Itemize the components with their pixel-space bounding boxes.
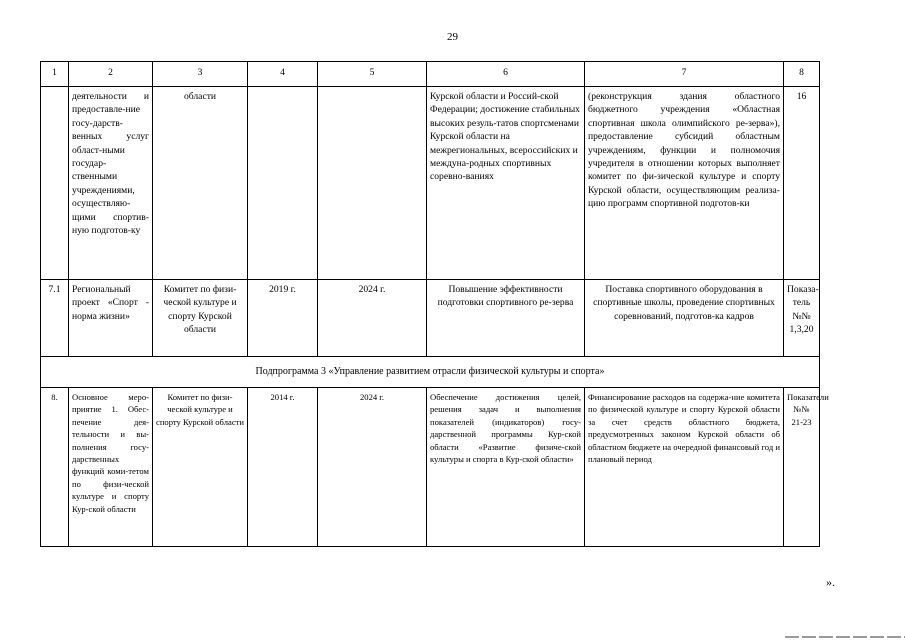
subprogram-title: Подпрограмма 3 «Управление развитием отрасли физической культуры и спорта» — [41, 357, 820, 388]
main-directions: Поставка спортивного оборудования в спортивные школы, проведение спортивных соревнований, подготов-ка кадров — [585, 280, 784, 357]
closing-quote-mark: ». — [826, 575, 835, 589]
page-number: 29 — [447, 31, 458, 43]
expected-result: Курской области и Россий-ской Федерации; достижение стабильных высоких резуль-татов спортсменами Курской области на межрегиональных, всероссийских и междуна-родных спортивных соревно-ваниях — [427, 87, 585, 280]
end-year — [318, 87, 427, 280]
header-row — [41, 62, 820, 87]
main-directions: (реконструкция здания областного бюджетного учреждения «Областная спортивная школа олимпийского ре-зерва»), предоставление субсидий областным учреждениям, функции и полномочия учредителя в отношении которых выполняет комитет по фи-зической культуре и спорту Курской области, осуществляющим реализа-цию программ спортивной подготов-ки — [585, 87, 784, 280]
indicators: 16 — [784, 87, 820, 280]
scan-artifact-line — [785, 636, 905, 638]
table-row — [41, 388, 820, 547]
end-year: 2024 г. — [318, 388, 427, 547]
start-year — [248, 87, 318, 280]
activity-name: Региональный проект «Спорт - норма жизни» — [69, 280, 153, 357]
row-number: 8. — [41, 388, 69, 547]
row-number — [41, 87, 69, 280]
expected-result: Обеспечение достижения целей, решения задач и выполнения показателей (индикаторов) госу-дарственной программы Кур-ской области «Развитие физиче-ской культуры и спорта в Кур-ской области» — [427, 388, 585, 547]
indicators: Показа-тель №№ 1,3,20 — [784, 280, 820, 357]
header-cell: 7 — [585, 62, 784, 87]
main-directions: Финансирование расходов на содержа-ние комитета по физической культуре и спорту Курской области за счет средств областного бюджета, предусмотренных законом Курской области об областном бюджете на очередной финансовый год и плановый период — [585, 388, 784, 547]
header-cell: 1 — [41, 62, 69, 87]
row-number: 7.1 — [41, 280, 69, 357]
executor: Комитет по физи-ческой культуре и спорту Курской области — [153, 280, 248, 357]
activity-name: Основное меро-приятие 1. Обес-печение дея-тельности и вы-полнения госу-дарственных функций коми-тетом по физи-ческой культуре и спорту Кур-ской области — [69, 388, 153, 547]
activity-name: деятельности и предоставле-ние госу-дарств-венных услуг област-ными государ-ственными учреждениями, осуществляю-щими спортив-ную подготов-ку — [69, 87, 153, 280]
start-year: 2014 г. — [248, 388, 318, 547]
table-row — [41, 280, 820, 357]
indicators: Показатели №№ 21-23 — [784, 388, 820, 547]
end-year: 2024 г. — [318, 280, 427, 357]
executor: области — [153, 87, 248, 280]
program-table — [40, 61, 829, 547]
header-cell: 5 — [318, 62, 427, 87]
subprogram-row — [41, 357, 820, 388]
header-cell: 3 — [153, 62, 248, 87]
executor: Комитет по физи-ческой культуре и спорту Курской области — [153, 388, 248, 547]
header-cell: 2 — [69, 62, 153, 87]
header-cell: 8 — [784, 62, 820, 87]
header-cell: 4 — [248, 62, 318, 87]
header-cell: 6 — [427, 62, 585, 87]
expected-result: Повышение эффективности подготовки спортивного ре-зерва — [427, 280, 585, 357]
start-year: 2019 г. — [248, 280, 318, 357]
table-row — [41, 87, 820, 280]
